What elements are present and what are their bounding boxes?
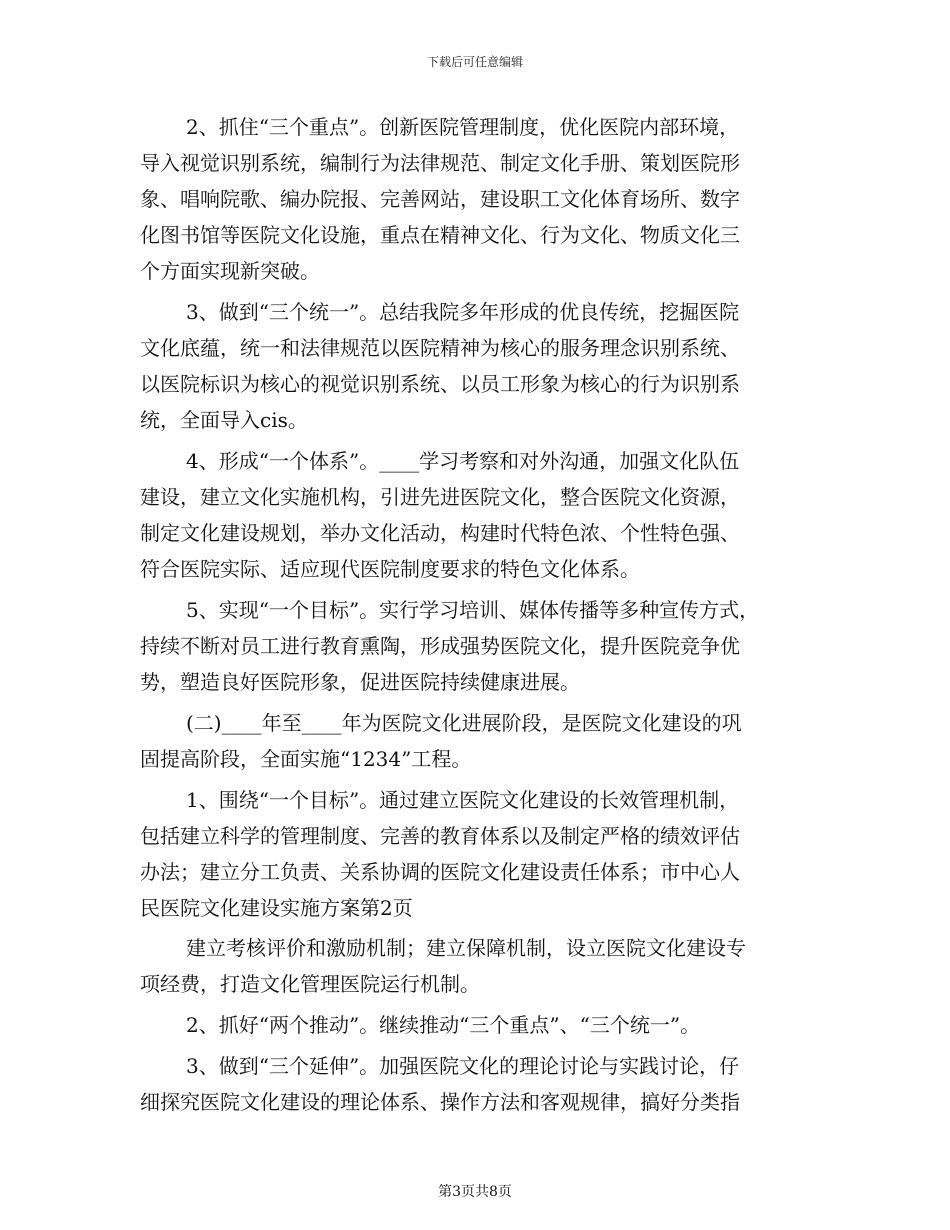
page-number: 第3页共8页 — [438, 1184, 512, 1200]
text-line: 个方面实现新突破。 — [140, 259, 320, 283]
text-line: 4、形成“一个体系”。____学习考察和对外沟通，加强文化队伍 — [186, 449, 740, 473]
text-line: 包括建立科学的管理制度、完善的教育体系以及制定严格的绩效评估 — [140, 824, 740, 848]
text-line: 5、实现“一个目标”。实行学习培训、媒体传播等多种宣传方式， — [186, 598, 760, 622]
text-line: 民医院文化建设实施方案第2页 — [140, 896, 413, 920]
text-line: 文化底蕴，统一和法律规范以医院精神为核心的服务理念识别系统、 — [140, 336, 740, 360]
text-line: 2、抓好“两个推动”。继续推动“三个重点”、“三个统一”。 — [186, 1013, 701, 1037]
text-line: 3、做到“三个统一”。总结我院多年形成的优良传统，挖掘医院 — [186, 300, 740, 324]
text-line: 1、围绕“一个目标”。通过建立医院文化建设的长效管理机制， — [186, 788, 740, 812]
text-line: 势，塑造良好医院形象，促进医院持续健康进展。 — [140, 670, 580, 694]
text-line: 化图书馆等医院文化设施，重点在精神文化、行为文化、物质文化三 — [140, 223, 740, 247]
text-line: 办法；建立分工负责、关系协调的医院文化建设责任体系；市中心人 — [140, 860, 740, 884]
text-line: 3、做到“三个延伸”。加强医院文化的理论讨论与实践讨论，仔 — [186, 1054, 740, 1078]
text-line: 象、唱响院歌、编办院报、完善网站，建设职工文化体育场所、数字 — [140, 187, 740, 211]
text-line: (二)____年至____年为医院文化进展阶段，是医院文化建设的巩 — [186, 711, 742, 735]
text-line: 建设，建立文化实施机构，引进先进医院文化，整合医院文化资源， — [140, 485, 740, 509]
text-line: 统，全面导入cis。 — [140, 408, 308, 432]
text-line: 细探究医院文化建设的理论体系、操作方法和客观规律，搞好分类指 — [140, 1090, 740, 1114]
text-line: 制定文化建设规划，举办文化活动，构建时代特色浓、个性特色强、 — [140, 521, 740, 545]
text-line: 固提高阶段，全面实施“1234”工程。 — [140, 747, 472, 771]
text-line: 以医院标识为核心的视觉识别系统、以员工形象为核心的行为识别系 — [140, 372, 740, 396]
text-line: 2、抓住“三个重点”。创新医院管理制度，优化医院内部环境， — [186, 115, 740, 139]
text-line: 符合医院实际、适应现代医院制度要求的特色文化体系。 — [140, 557, 640, 581]
text-line: 持续不断对员工进行教育熏陶，形成强势医院文化，提升医院竞争优 — [140, 634, 740, 658]
text-line: 建立考核评价和激励机制；建立保障机制，设立医院文化建设专 — [186, 936, 746, 960]
text-line: 项经费，打造文化管理医院运行机制。 — [140, 972, 480, 996]
text-line: 导入视觉识别系统，编制行为法律规范、制定文化手册、策划医院形 — [140, 151, 740, 175]
page-header: 下载后可任意编辑 — [426, 55, 523, 69]
